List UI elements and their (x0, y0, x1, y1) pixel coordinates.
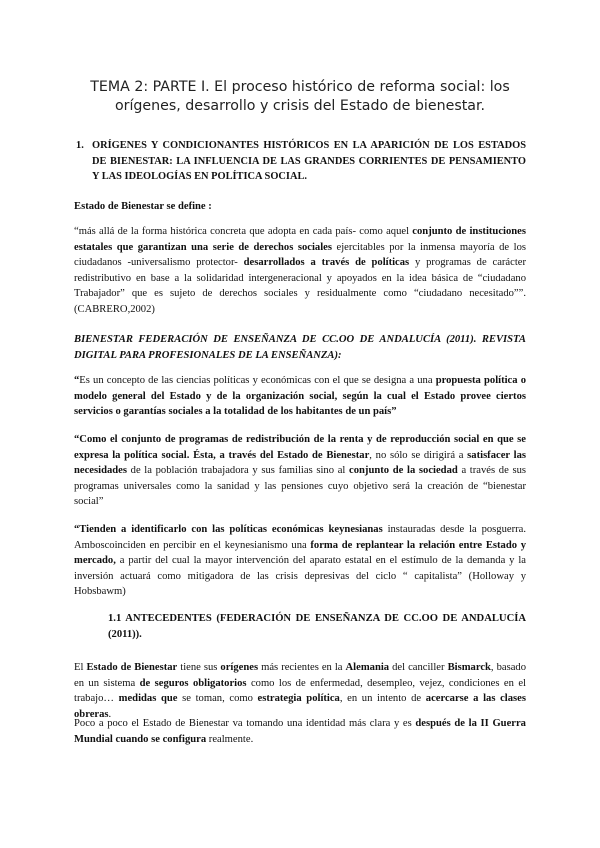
text-run: “más allá de la forma histórica concreta que adopta en cada país- como aquel (74, 226, 413, 237)
bold-run: orígenes (220, 662, 259, 673)
definition-label: Estado de Bienestar se define : (74, 201, 212, 212)
section-heading-1 (76, 138, 526, 185)
document-title (60, 78, 540, 116)
bold-run: Tienden a identificarlo con las políticas económicas keynesianas (79, 524, 383, 535)
bold-run: Alemania (345, 662, 390, 673)
bold-run: desarrollados a través de políticas (243, 257, 410, 268)
text-run: El (74, 662, 87, 673)
bold-run: conjunto de instituciones estatales que garantizan una serie de derechos sociales (74, 226, 526, 253)
text-run: más recientes en la (258, 662, 346, 673)
bold-run: Bismarck (447, 662, 491, 673)
title-line-2: orígenes, desarrollo y crisis del Estado de bienestar. (114, 98, 486, 114)
bold-run: de seguros obligatorios (139, 677, 247, 689)
source-heading: BIENESTAR FEDERACIÓN DE ENSEÑANZA DE CC.OO DE ANDALUCÍA (2011). REVISTA DIGITAL PARA PROFESIONALES DE LA ENSEÑANZA): (74, 334, 526, 361)
text-run: y programas de carácter redistributivo en base a la solidaridad intergeneracional y apoyados en la idea básica de “ciudadano Trabajador” que es sujeto de derechos sociales y residualmente como “ciudadano necesitado””. (CABRERO,2002) (74, 257, 526, 315)
text-run: , basado en un sistema (74, 662, 527, 689)
text-run: de la población trabajadora y sus familias sino al (126, 465, 350, 476)
text-run: a partir del cual la mayor intervención del aparato estatal en el estímulo de la demanda y la inversión actuará como mitigadora de las crisis depresivas del ciclo “ capitalista” (Holloway y Hobsbawm) (74, 555, 526, 597)
section-heading-1-1: 1.1 ANTECEDENTES (FEDERACIÓN DE ENSEÑANZA DE CC.OO DE ANDALUCÍA (2011)). (108, 613, 526, 640)
text-run: a través de sus programas universales como la sanidad y las pensiones cuyo objetivo será la creación de “bienestar social” (74, 465, 526, 507)
text-run: Poco a poco el Estado de Bienestar va tomando una identidad más clara y es (74, 718, 416, 729)
bold-run: conjunto de programas de redistribución de la renta y de reproducción social en que se expresa la política social. Ésta, a través del Estado de Bienestar (74, 434, 526, 461)
text-run: Es un concepto de las ciencias políticas y económicas con el que se designa a una (79, 375, 436, 386)
bold-run: propuesta política o modelo general del Estado y de la organización social, según la cual el Estado provee ciertos servicios o garantías sociales a la totalidad de los habitantes de un país” (74, 375, 527, 417)
bold-run: conjunto de la sociedad (349, 465, 458, 476)
bold-run: estrategia política (257, 693, 340, 704)
text-run: realmente. (206, 733, 254, 745)
quote-concept (74, 373, 526, 420)
title-line-1: TEMA 2: PARTE I. El proceso histórico de reforma social: los (90, 79, 510, 95)
text-run: . (108, 708, 112, 720)
text-run: , en un intento de (339, 693, 426, 704)
bold-run: después de la II Guerra Mundial cuando se configura (74, 718, 526, 745)
quote-cabrero (74, 224, 526, 317)
bold-run: medidas que (118, 693, 178, 704)
paragraph-origins (74, 660, 526, 722)
bold-run: “ (74, 524, 80, 535)
bold-run: satisfacer las necesidades (74, 449, 526, 476)
section-number: 1. (76, 140, 84, 151)
section-heading-text: ORÍGENES Y CONDICIONANTES HISTÓRICOS EN LA APARICIÓN DE LOS ESTADOS DE BIENESTAR: LA INFLUENCIA DE LAS GRANDES CORRIENTES DE PENSAMIENTO Y LAS IDEOLOGÍAS EN POLÍTICA SOCIAL. (92, 140, 526, 182)
text-run: tiene sus (177, 662, 221, 673)
paragraph-postwar (74, 716, 526, 747)
bold-run: “Como el (74, 434, 122, 445)
text-run: del canciller (389, 662, 448, 673)
text-run: ejercitables por la inmensa mayoría de los ciudadanos -universalismo protector- (74, 241, 526, 268)
bold-run: forma de replantear la relación entre Estado y mercado, (74, 539, 526, 566)
bold-run: acercarse a las clases obreras (74, 693, 526, 720)
text-run: se toman, como (177, 693, 258, 704)
quote-programs (74, 432, 526, 510)
text-run: instauradas desde la posguerra. Amboscoinciden en percibir en el keynesianismo una (74, 524, 526, 551)
quote-keynesian (74, 522, 526, 600)
text-run: , no sólo se dirigirá a (369, 449, 468, 461)
bold-run: “ (74, 375, 80, 386)
bold-run: Estado de Bienestar (86, 662, 178, 673)
text-run: como los de enfermedad, desempleo, vejez, condiciones en el trabajo… (74, 677, 526, 704)
